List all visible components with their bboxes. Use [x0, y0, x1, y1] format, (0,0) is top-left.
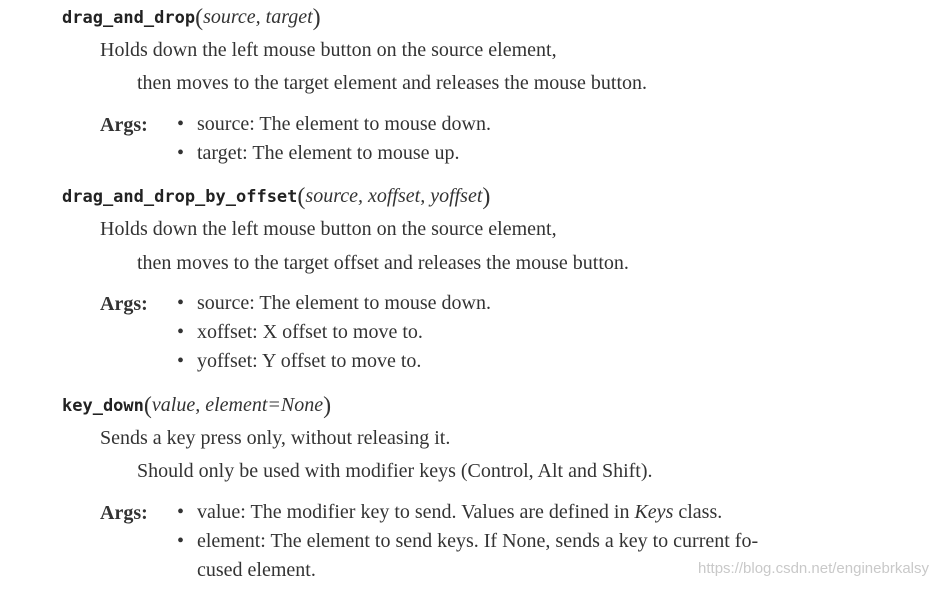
arg-item — [177, 289, 491, 318]
method-drag-and-drop — [62, 4, 922, 164]
arg-text: cused element. — [197, 559, 316, 581]
arg-item — [177, 527, 758, 556]
args-list — [177, 289, 491, 376]
arg-text: element: The element to send keys. If None, sends a key to current fo- — [197, 530, 759, 552]
method-description-line-1: Sends a key press only, without releasing it. — [100, 427, 451, 449]
arg-item — [177, 498, 758, 527]
arg-text: yoffset: Y offset to move to. — [197, 350, 422, 372]
method-description-line-1: Holds down the left mouse button on the source element, — [100, 218, 557, 240]
method-params: source, xoffset, yoffset — [305, 185, 483, 207]
method-name: drag_and_drop_by_offset — [62, 187, 298, 207]
arg-item — [177, 139, 491, 168]
method-signature — [62, 183, 922, 210]
method-description-line-2: then moves to the target offset and releases the mouse button. — [137, 252, 629, 274]
arg-item — [177, 318, 491, 347]
paren-open: ( — [195, 5, 204, 31]
paren-open: ( — [297, 184, 306, 210]
method-params: source, target — [203, 6, 313, 28]
method-signature — [62, 392, 922, 419]
arg-text: source: The element to mouse down. — [197, 113, 492, 135]
arg-text-after: class. — [673, 501, 723, 523]
arg-text: source: The element to mouse down. — [197, 292, 492, 314]
method-drag-and-drop-by-offset — [62, 183, 922, 372]
arg-text: xoffset: X offset to move to. — [197, 321, 423, 343]
arg-text-before: value: The modifier key to send. Values are defined in — [197, 501, 635, 523]
bullet: • — [177, 142, 185, 164]
method-description-line-2: then moves to the target element and releases the mouse button. — [137, 72, 648, 94]
paren-close: ) — [323, 393, 332, 419]
watermark: https://blog.csdn.net/enginebrkalsy — [698, 560, 929, 577]
method-signature — [62, 4, 922, 31]
bullet: • — [177, 501, 185, 523]
args-label: Args: — [100, 293, 148, 315]
args-list — [177, 110, 491, 168]
args-list — [177, 498, 758, 585]
arg-text-italic: Keys — [634, 501, 674, 523]
paren-open: ( — [143, 393, 152, 419]
method-description-line-2: Should only be used with modifier keys (Control, Alt and Shift). — [137, 460, 653, 482]
method-name: key_down — [62, 396, 144, 416]
method-params: value, element=None — [151, 394, 324, 416]
arg-text: target: The element to mouse up. — [197, 142, 460, 164]
paren-close: ) — [482, 184, 491, 210]
method-name: drag_and_drop — [62, 8, 196, 28]
bullet: • — [177, 292, 185, 314]
args-label: Args: — [100, 114, 148, 136]
paren-close: ) — [312, 5, 321, 31]
bullet: • — [177, 321, 185, 343]
arg-item-continuation — [177, 556, 758, 585]
bullet: • — [177, 350, 185, 372]
bullet: • — [177, 530, 185, 552]
args-label: Args: — [100, 502, 148, 524]
arg-item — [177, 347, 491, 376]
method-description-line-1: Holds down the left mouse button on the source element, — [100, 39, 557, 61]
arg-item — [177, 110, 491, 139]
bullet: • — [177, 113, 185, 135]
